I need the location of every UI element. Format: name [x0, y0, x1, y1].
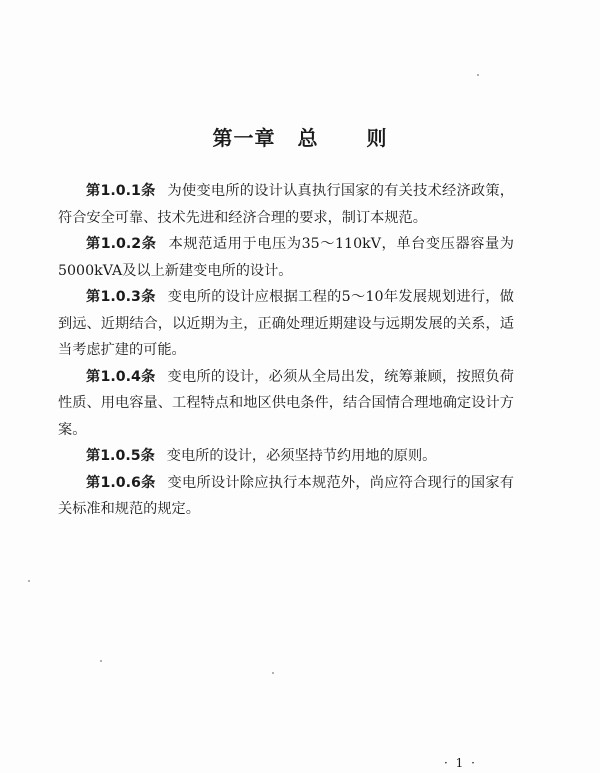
chapter-label: 第一章	[212, 126, 276, 150]
clause-number: 第1.0.4条	[86, 368, 156, 385]
chapter-title-part2: 则	[366, 126, 388, 150]
clause-text: 变电所设计除应执行本规范外，尚应符合现行的国家有关标准和规范的规定。	[58, 474, 514, 517]
page-number: · 1 ·	[444, 756, 477, 770]
scan-speck	[272, 672, 274, 674]
clause-text: 变电所的设计，必须坚持节约用地的原则。	[166, 448, 437, 464]
scan-speck	[100, 660, 102, 662]
clause-1-0-1	[58, 178, 514, 231]
clause-1-0-4	[58, 364, 514, 444]
clause-1-0-2	[58, 231, 514, 284]
scan-speck	[28, 580, 30, 582]
scan-speck	[477, 74, 479, 76]
clause-1-0-6	[58, 470, 514, 523]
clause-1-0-3	[58, 284, 514, 364]
clause-text: 变电所的设计，必须从全局出发，统筹兼顾，按照负荷性质、用电容量、工程特点和地区供电条件，结合国情合理地确定设计方案。	[58, 368, 514, 438]
clause-number: 第1.0.6条	[86, 474, 156, 491]
chapter-title-part1: 总	[297, 126, 319, 150]
clause-text: 变电所的设计应根据工程的5～10年发展规划进行，做到远、近期结合，以近期为主，正确处理近期建设与远期发展的关系，适当考虑扩建的可能。	[58, 289, 514, 358]
clause-number: 第1.0.2条	[86, 236, 157, 252]
clause-text: 为使变电所的设计认真执行国家的有关技术经济政策，符合安全可靠、技术先进和经济合理的要求，制订本规范。	[58, 183, 514, 226]
chapter-title	[0, 122, 600, 151]
chapter-body	[58, 178, 514, 523]
clause-number: 第1.0.3条	[86, 289, 156, 305]
clause-1-0-5	[58, 443, 514, 470]
clause-text: 本规范适用于电压为35～110kV，单台变压器容量为5000kVA及以上新建变电所的设计。	[58, 236, 514, 279]
clause-number: 第1.0.1条	[86, 183, 156, 199]
clause-number: 第1.0.5条	[86, 448, 155, 464]
